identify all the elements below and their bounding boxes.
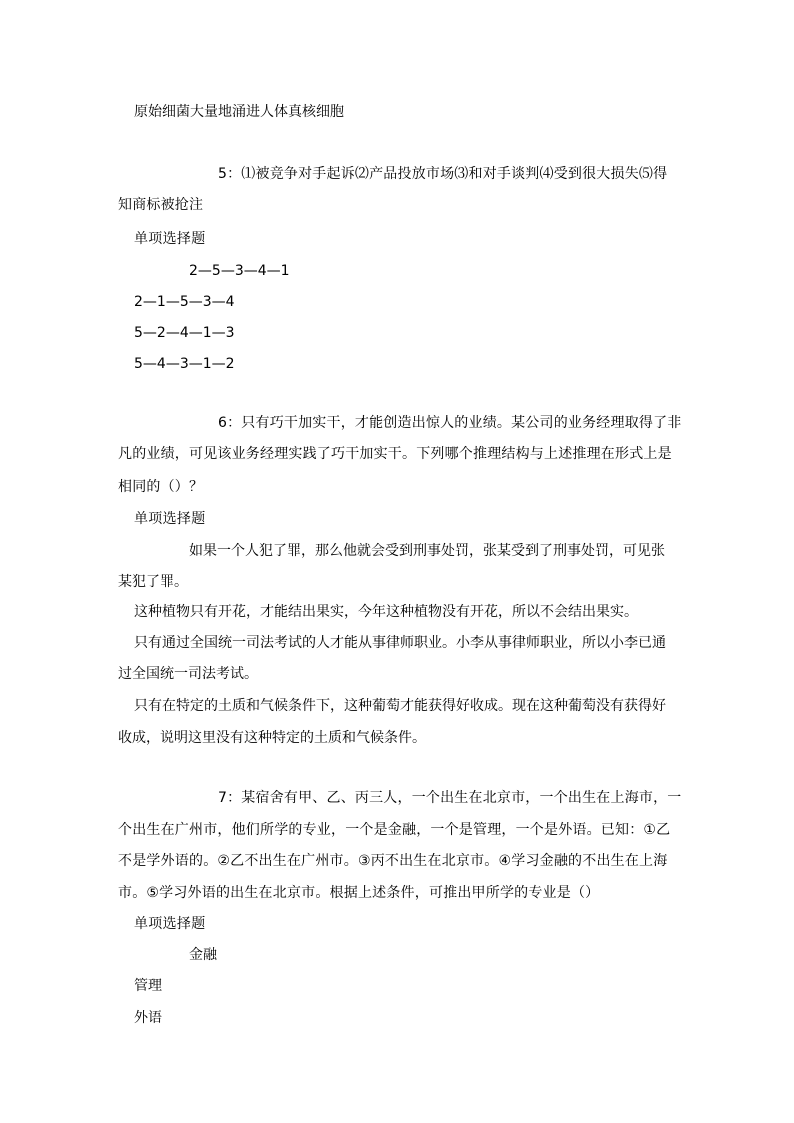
q6-option-a-line-1[interactable]: 如果一个人犯了罪，那么他就会受到刑事处罚，张某受到了刑事处罚，可见张 <box>189 543 665 559</box>
q6-option-c-line-2[interactable]: 过全国统一司法考试。 <box>118 666 258 682</box>
q6-stem-line-1: 6：只有巧干加实干，才能创造出惊人的业绩。某公司的业务经理取得了非 <box>218 415 682 431</box>
q6-stem-line-3: 相同的（）？ <box>118 479 204 495</box>
q5-stem-line-1: 5：⑴被竞争对手起诉⑵产品投放市场⑶和对手谈判⑷受到很大损失⑸得 <box>218 166 668 182</box>
q6-type-label: 单项选择题 <box>134 511 206 527</box>
q6-option-c-line-1[interactable]: 只有通过全国统一司法考试的人才能从事律师职业。小李从事律师职业，所以小李已通 <box>134 635 666 651</box>
q7-option-b[interactable]: 管理 <box>134 978 162 994</box>
q6-option-d-line-2[interactable]: 收成，说明这里没有这种特定的土质和气候条件。 <box>118 730 426 746</box>
q5-type-label: 单项选择题 <box>134 231 206 247</box>
q7-stem-line-1: 7：某宿舍有甲、乙、丙三人，一个出生在北京市，一个出生在上海市，一 <box>218 790 682 806</box>
q5-option-a[interactable]: 2—5—3—4—1 <box>189 263 290 279</box>
q6-option-b[interactable]: 这种植物只有开花，才能结出果实，今年这种植物没有开花，所以不会结出果实。 <box>134 604 638 620</box>
q7-stem-line-3: 不是学外语的。②乙不出生在广州市。③丙不出生在北京市。④学习金融的不出生在上海 <box>118 853 668 869</box>
q7-stem-line-4: 市。⑤学习外语的出生在北京市。根据上述条件，可推出甲所学的专业是（） <box>118 885 600 901</box>
prev-answer-text: 原始细菌大量地涌进人体真核细胞 <box>134 104 344 120</box>
q5-option-d[interactable]: 5—4—3—1—2 <box>134 356 235 372</box>
q5-stem-line-2: 知商标被抢注 <box>118 197 204 213</box>
q5-option-c[interactable]: 5—2—4—1—3 <box>134 325 235 341</box>
q7-stem-line-2: 个出生在广州市，他们所学的专业，一个是金融，一个是管理，一个是外语。已知：①乙 <box>118 822 671 838</box>
q5-option-b[interactable]: 2—1—5—3—4 <box>134 294 235 310</box>
q6-stem-line-2: 凡的业绩，可见该业务经理实践了巧干加实干。下列哪个推理结构与上述推理在形式上是 <box>118 446 672 462</box>
q7-option-c[interactable]: 外语 <box>134 1010 162 1026</box>
q6-option-a-line-2[interactable]: 某犯了罪。 <box>118 574 188 590</box>
q7-type-label: 单项选择题 <box>134 916 206 932</box>
q7-option-a[interactable]: 金融 <box>189 947 217 963</box>
q6-option-d-line-1[interactable]: 只有在特定的土质和气候条件下，这种葡萄才能获得好收成。现在这种葡萄没有获得好 <box>134 698 666 714</box>
